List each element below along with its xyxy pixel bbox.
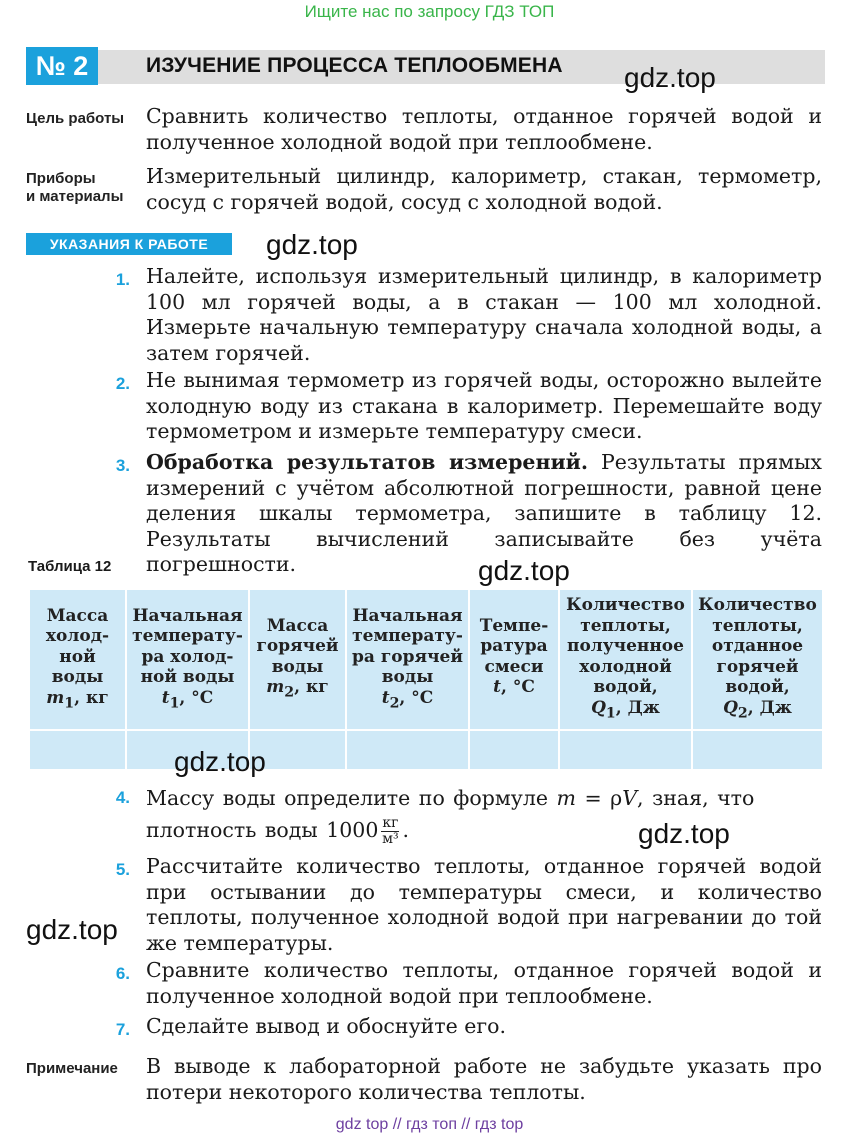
table-header-cell — [249, 589, 346, 730]
equipment-text: Измерительный цилиндр, калориметр, стакан, термометр, сосуд с горячей водой, сосуд с холодной водой. — [146, 164, 822, 214]
header-subscript: 1 — [605, 705, 616, 722]
header-unit: , °С — [179, 687, 214, 708]
step-text-b: , зная, что плотность воды 1000 — [146, 786, 755, 842]
step-text: Рассчитайте количество теплоты, отданное горячей водой при остывании до температуры смеси, и количество теплоты, полученное холодной водой при нагревании до той же температуры. — [146, 854, 822, 955]
table-header-cell — [559, 589, 692, 730]
table-header-cell — [692, 589, 823, 730]
header-unit: , Дж — [747, 697, 792, 718]
table-header-cell — [126, 589, 249, 730]
note-text: В выводе к лабораторной работе не забудьте указать про потери некоторого количества теплоты. — [146, 1054, 822, 1104]
table-cell[interactable] — [692, 730, 823, 770]
header-text: Масса холод-ной воды — [45, 605, 110, 688]
header-text: Количество теплоты, отданное горячей водой, — [698, 595, 817, 698]
data-table — [28, 588, 824, 771]
formula-v: V — [622, 786, 638, 810]
table-header-cell — [346, 589, 469, 730]
goal-label: Цель работы — [26, 110, 125, 127]
header-text: Количество теплоты, полученное холодной водой, — [566, 595, 685, 698]
table-cell[interactable] — [29, 730, 126, 770]
header-subscript: 2 — [284, 684, 295, 701]
step-text-c: . — [402, 818, 410, 842]
header-symbol: Q — [591, 697, 606, 718]
header-subscript: 2 — [389, 694, 400, 711]
step-text: Не вынимая термометр из горячей воды, осторожно вылейте холодную воду из стакана в калориметр. Перемешайте воду термометром и измерьте температуру смеси. — [146, 368, 822, 443]
table-header-cell — [29, 589, 126, 730]
header-text: Начальная температу-ра холод-ной воды — [132, 605, 243, 688]
watermark: gdz.top — [26, 914, 118, 945]
step-text: Сравните количество теплоты, отданное горячей водой и полученное холодной водой при теплообмене. — [146, 958, 822, 1008]
watermark: gdz.top — [478, 555, 570, 586]
unit-numerator: кг — [382, 815, 399, 831]
header-unit: , °С — [399, 687, 434, 708]
step-number: 2. — [115, 374, 130, 393]
density-unit-fraction — [381, 816, 399, 847]
table-cell[interactable] — [346, 730, 469, 770]
header-subscript: 1 — [169, 694, 180, 711]
header-unit: , °С — [500, 677, 535, 698]
header-symbol: m — [46, 687, 65, 708]
table-cell[interactable] — [469, 730, 559, 770]
table-cell[interactable] — [559, 730, 692, 770]
header-unit: , Дж — [615, 697, 660, 718]
table-header-cell — [469, 589, 559, 730]
table-row — [29, 730, 823, 770]
footer-links[interactable]: gdz top // гдз топ // гдз top — [335, 1116, 524, 1133]
header-unit: , кг — [74, 687, 109, 708]
watermark: gdz.top — [266, 229, 358, 260]
header-symbol: Q — [723, 697, 738, 718]
formula-m: m — [556, 786, 576, 810]
header-text: Темпе-ратура смеси — [479, 615, 549, 677]
formula-eq: = ρ — [575, 786, 623, 810]
step-number: 4. — [115, 788, 130, 807]
header-text: Начальная температу-ра горячей воды — [352, 605, 463, 688]
unit-denominator: м³ — [382, 831, 399, 847]
step-number: 1. — [115, 270, 130, 289]
equipment-label-line2: и материалы — [26, 188, 124, 205]
header-text: Масса горячей воды — [256, 615, 339, 677]
step-number: 3. — [115, 456, 130, 475]
goal-text: Сравнить количество теплоты, отданное горячей водой и полученное холодной водой при теплообмене. — [146, 104, 822, 154]
lab-number-badge: № 2 — [26, 47, 98, 85]
header-unit: , кг — [294, 677, 329, 698]
header-subscript: 1 — [64, 694, 75, 711]
header-symbol: m — [266, 677, 285, 698]
step-number: 7. — [115, 1020, 130, 1039]
header-symbol: t — [161, 687, 170, 708]
top-banner[interactable]: Ищите нас по запросу ГДЗ ТОП — [304, 2, 555, 21]
step-text-a: Массу воды определите по формуле — [146, 786, 548, 810]
watermark: gdz.top — [638, 818, 730, 849]
header-subscript: 2 — [737, 705, 748, 722]
equipment-label — [26, 170, 123, 206]
watermark: gdz.top — [624, 62, 716, 93]
step-number: 6. — [115, 964, 130, 983]
step-bold: Обработка результатов измерений. — [146, 450, 589, 474]
table-caption: Таблица 12 — [28, 558, 112, 575]
instructions-badge: УКАЗАНИЯ К РАБОТЕ — [26, 233, 232, 255]
header-symbol: t — [493, 677, 501, 698]
header-symbol: t — [381, 687, 390, 708]
step-number: 5. — [115, 860, 130, 879]
page-title: ИЗУЧЕНИЕ ПРОЦЕССА ТЕПЛООБМЕНА — [146, 54, 563, 77]
step-text: Сделайте вывод и обоснуйте его. — [146, 1014, 507, 1038]
step-rest: Результаты прямых измерений с учётом абсолютной погрешности, равной цене деления шкалы термометра, запишите в таблицу 12. Результаты вычислений записывайте без учёта погрешности. — [146, 450, 822, 576]
note-label: Примечание — [26, 1060, 118, 1077]
step-text: Налейте, используя измерительный цилиндр, в калориметр 100 мл горячей воды, а в стакан — 100 мл холодной. Измерьте начальную температуру сначала холодной воды, а затем горячей. — [146, 264, 822, 365]
table-header-row — [29, 589, 823, 730]
equipment-label-line1: Приборы — [26, 170, 96, 187]
watermark: gdz.top — [174, 746, 266, 777]
